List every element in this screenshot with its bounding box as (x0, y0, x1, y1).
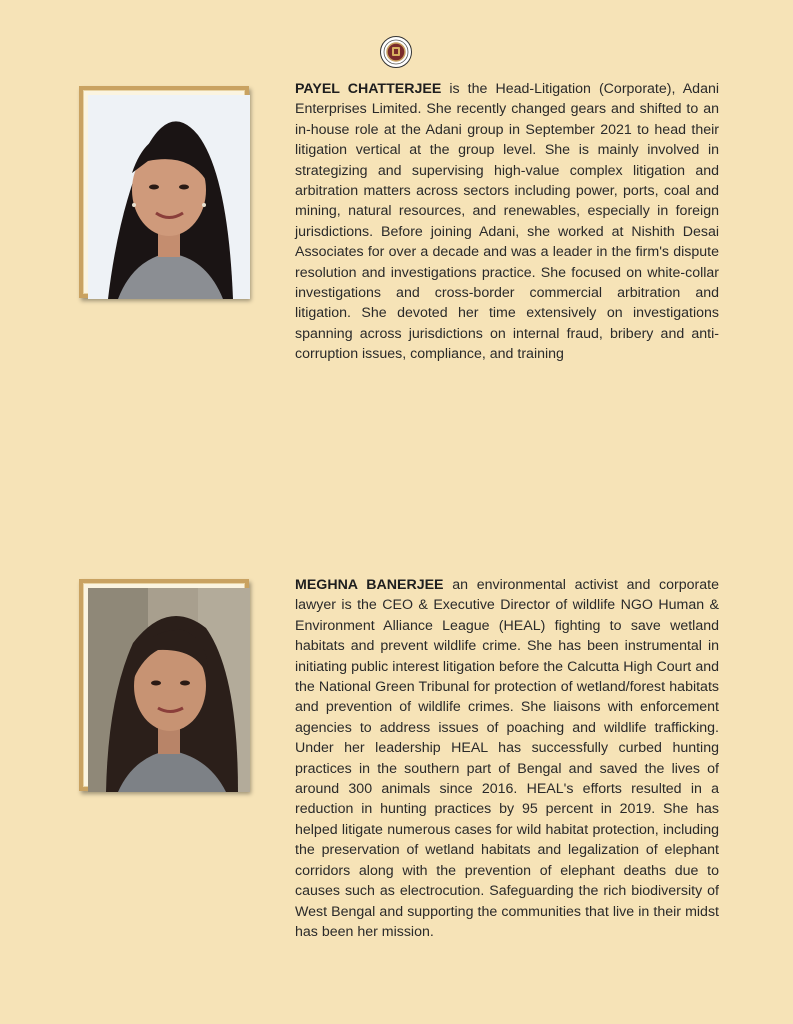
portrait-photo (79, 579, 249, 791)
portrait-illustration (88, 95, 250, 299)
bio-paragraph (295, 79, 719, 365)
portrait-illustration (88, 588, 250, 792)
bio-paragraph (295, 575, 719, 942)
person-name: PAYEL CHATTERJEE (295, 81, 442, 97)
person-name: MEGHNA BANERJEE (295, 577, 444, 593)
portrait-photo (79, 86, 249, 298)
bio-text: is the Head-Litigation (Corporate), Adani Enterprises Limited. She recently changed gears and shifted to an in-house role at the Adani group in September 2021 to head their litigation vertical at the group level. She is mainly involved in strategizing and supervising high-value complex litigation and arbitration matters across sectors including power, ports, coal and mining, natural resources, and renewables, especially in foreign jurisdictions. Before joining Adani, she worked at Nishith Desai Associates for over a decade and was a leader in the firm's dispute resolution and investigations practice. She focused on white-collar investigations and cross-border commercial arbitration and litigation. She devoted her time extensively on investigations spanning across jurisdictions on internal fraud, bribery and anti-corruption issues, compliance, and training (295, 81, 720, 363)
institution-seal-icon (380, 36, 412, 68)
bio-text: an environmental activist and corporate lawyer is the CEO & Executive Director of wildlife NGO Human & Environment Alliance League (HEAL) fighting to save wetland habitats and prevent wildlife crime. She has been instrumental in initiating public interest litigation before the Calcutta High Court and the National Green Tribunal for protection of wetland/forest habitats and prevention of wildlife crimes. She liaisons with enforcement agencies to address issues of poaching and wildlife trafficking. Under her leadership HEAL has successfully curbed hunting practices in the southern part of Bengal and saved the lives of around 300 animals since 2016. HEAL's efforts resulted in a reduction in hunting practices by 95 percent in 2019. She has helped litigate numerous cases for wild habitat protection, including the preservation of wetland habitats and legalization of elephant corridors along with the prevention of elephant deaths due to causes such as electrocution. Safeguarding the rich biodiversity of West Bengal and supporting the communities that live in their midst has been her mission. (295, 577, 719, 940)
